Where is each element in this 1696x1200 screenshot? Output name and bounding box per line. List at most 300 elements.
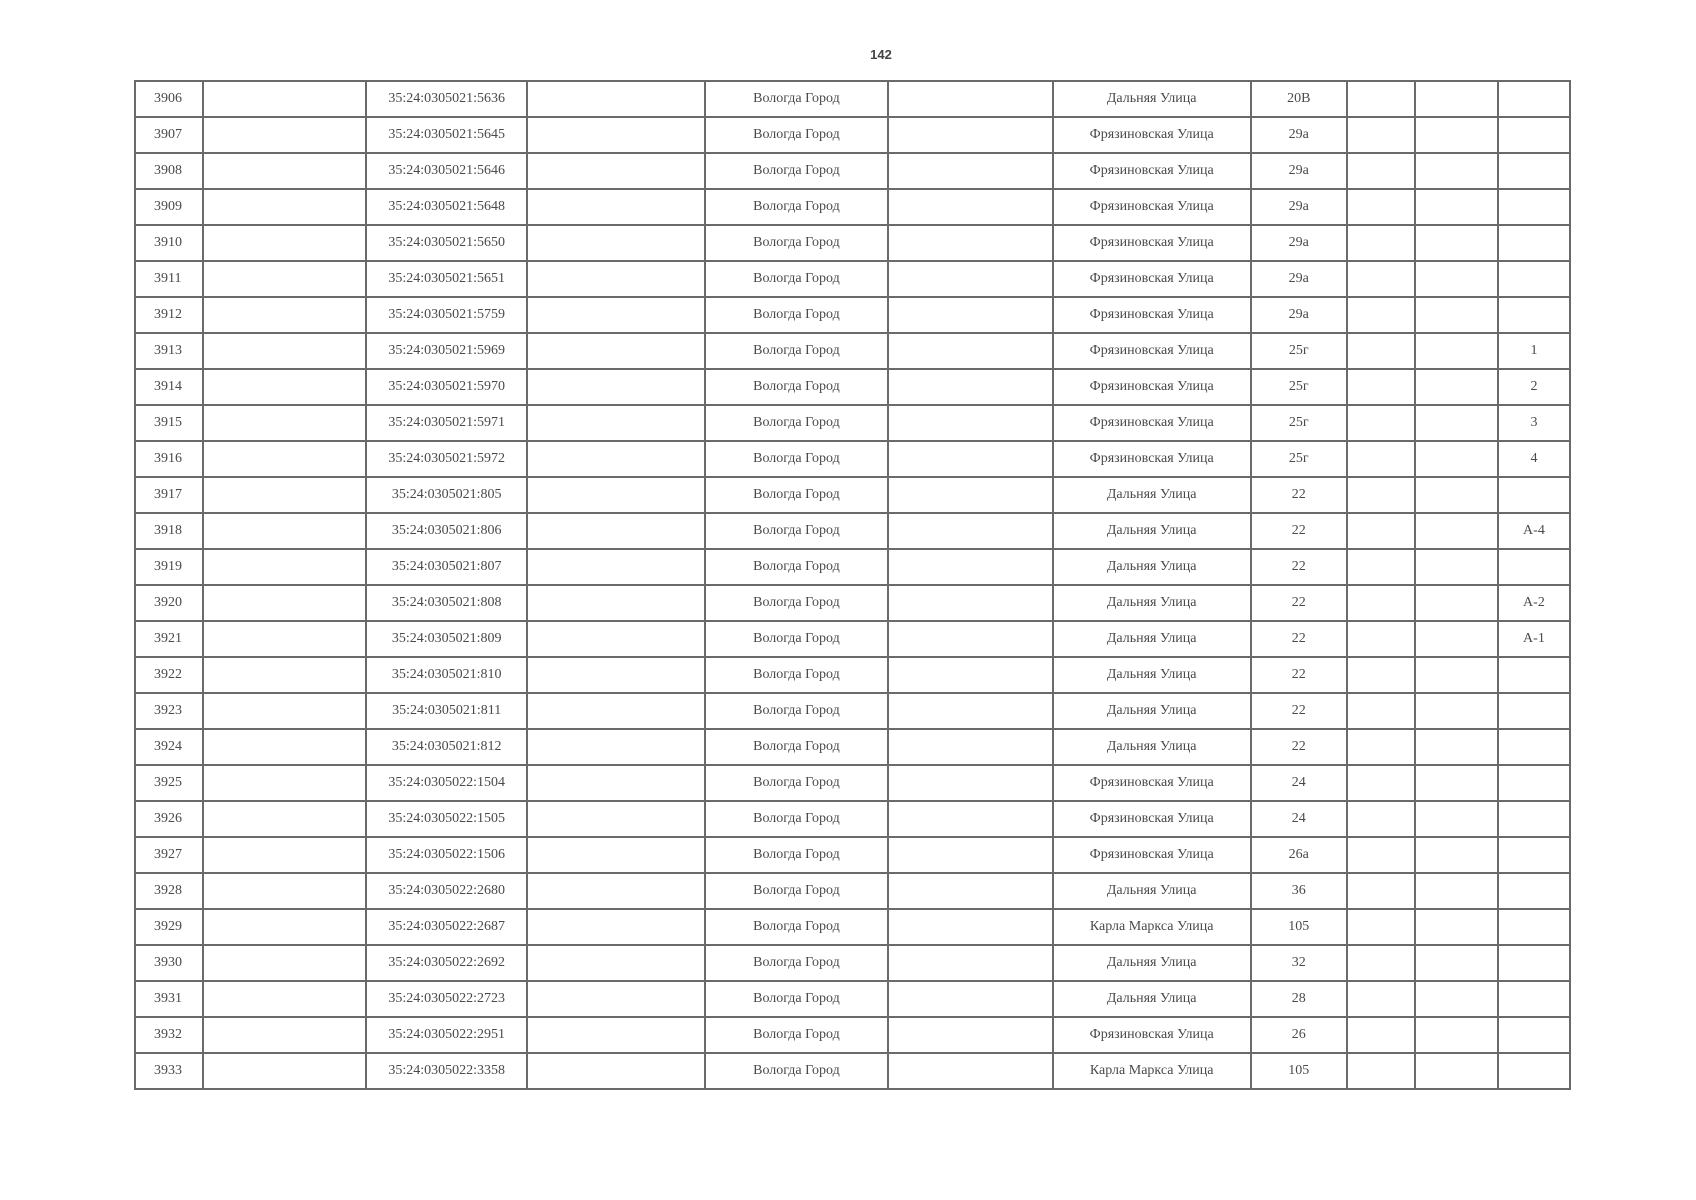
house-number-cell: 24 xyxy=(1251,801,1347,837)
apartment-cell: 4 xyxy=(1498,441,1570,477)
empty-cell-5 xyxy=(1415,261,1498,297)
city-cell: Вологда Город xyxy=(705,405,887,441)
empty-cell-3 xyxy=(888,621,1053,657)
house-number-cell: 25г xyxy=(1251,405,1347,441)
empty-cell-1 xyxy=(203,1017,366,1053)
empty-cell-3 xyxy=(888,369,1053,405)
city-cell: Вологда Город xyxy=(705,513,887,549)
cadastral-number-cell: 35:24:0305021:808 xyxy=(366,585,527,621)
empty-cell-4 xyxy=(1347,261,1415,297)
table-row xyxy=(135,657,1570,693)
empty-cell-3 xyxy=(888,405,1053,441)
empty-cell-3 xyxy=(888,297,1053,333)
empty-cell-4 xyxy=(1347,333,1415,369)
table-row xyxy=(135,117,1570,153)
empty-cell-2 xyxy=(527,405,705,441)
city-cell: Вологда Город xyxy=(705,117,887,153)
empty-cell-4 xyxy=(1347,441,1415,477)
apartment-cell xyxy=(1498,1053,1570,1089)
row-number-cell: 3930 xyxy=(135,945,203,981)
apartment-cell xyxy=(1498,189,1570,225)
empty-cell-1 xyxy=(203,909,366,945)
empty-cell-1 xyxy=(203,621,366,657)
empty-cell-5 xyxy=(1415,909,1498,945)
empty-cell-2 xyxy=(527,657,705,693)
table-row xyxy=(135,513,1570,549)
empty-cell-5 xyxy=(1415,801,1498,837)
cadastral-number-cell: 35:24:0305021:5971 xyxy=(366,405,527,441)
empty-cell-3 xyxy=(888,657,1053,693)
empty-cell-4 xyxy=(1347,981,1415,1017)
row-number-cell: 3932 xyxy=(135,1017,203,1053)
row-number-cell: 3931 xyxy=(135,981,203,1017)
house-number-cell: 29а xyxy=(1251,261,1347,297)
empty-cell-4 xyxy=(1347,693,1415,729)
row-number-cell: 3926 xyxy=(135,801,203,837)
cadastral-number-cell: 35:24:0305021:806 xyxy=(366,513,527,549)
street-cell: Фрязиновская Улица xyxy=(1053,225,1251,261)
street-cell: Дальняя Улица xyxy=(1053,549,1251,585)
street-cell: Дальняя Улица xyxy=(1053,981,1251,1017)
empty-cell-1 xyxy=(203,729,366,765)
table-row xyxy=(135,225,1570,261)
empty-cell-1 xyxy=(203,441,366,477)
apartment-cell xyxy=(1498,81,1570,117)
house-number-cell: 22 xyxy=(1251,621,1347,657)
city-cell: Вологда Город xyxy=(705,189,887,225)
city-cell: Вологда Город xyxy=(705,801,887,837)
table-row xyxy=(135,729,1570,765)
city-cell: Вологда Город xyxy=(705,549,887,585)
apartment-cell xyxy=(1498,729,1570,765)
street-cell: Дальняя Улица xyxy=(1053,477,1251,513)
cadastral-number-cell: 35:24:0305021:5972 xyxy=(366,441,527,477)
empty-cell-2 xyxy=(527,873,705,909)
empty-cell-5 xyxy=(1415,513,1498,549)
empty-cell-4 xyxy=(1347,369,1415,405)
empty-cell-3 xyxy=(888,261,1053,297)
cadastral-number-cell: 35:24:0305021:805 xyxy=(366,477,527,513)
city-cell: Вологда Город xyxy=(705,585,887,621)
empty-cell-5 xyxy=(1415,297,1498,333)
row-number-cell: 3908 xyxy=(135,153,203,189)
empty-cell-4 xyxy=(1347,189,1415,225)
table-row xyxy=(135,81,1570,117)
row-number-cell: 3922 xyxy=(135,657,203,693)
row-number-cell: 3910 xyxy=(135,225,203,261)
street-cell: Фрязиновская Улица xyxy=(1053,117,1251,153)
empty-cell-2 xyxy=(527,513,705,549)
empty-cell-4 xyxy=(1347,405,1415,441)
street-cell: Фрязиновская Улица xyxy=(1053,369,1251,405)
city-cell: Вологда Город xyxy=(705,261,887,297)
house-number-cell: 22 xyxy=(1251,693,1347,729)
street-cell: Дальняя Улица xyxy=(1053,657,1251,693)
table-row xyxy=(135,693,1570,729)
city-cell: Вологда Город xyxy=(705,333,887,369)
empty-cell-4 xyxy=(1347,657,1415,693)
street-cell: Дальняя Улица xyxy=(1053,729,1251,765)
empty-cell-1 xyxy=(203,585,366,621)
table-row xyxy=(135,261,1570,297)
house-number-cell: 25г xyxy=(1251,441,1347,477)
row-number-cell: 3907 xyxy=(135,117,203,153)
empty-cell-4 xyxy=(1347,225,1415,261)
apartment-cell xyxy=(1498,1017,1570,1053)
empty-cell-5 xyxy=(1415,585,1498,621)
empty-cell-5 xyxy=(1415,369,1498,405)
cadastral-number-cell: 35:24:0305021:5636 xyxy=(366,81,527,117)
empty-cell-4 xyxy=(1347,153,1415,189)
house-number-cell: 22 xyxy=(1251,549,1347,585)
empty-cell-5 xyxy=(1415,729,1498,765)
apartment-cell: 2 xyxy=(1498,369,1570,405)
street-cell: Дальняя Улица xyxy=(1053,945,1251,981)
cadastral-number-cell: 35:24:0305021:812 xyxy=(366,729,527,765)
empty-cell-1 xyxy=(203,549,366,585)
city-cell: Вологда Город xyxy=(705,1017,887,1053)
empty-cell-4 xyxy=(1347,765,1415,801)
city-cell: Вологда Город xyxy=(705,729,887,765)
row-number-cell: 3927 xyxy=(135,837,203,873)
street-cell: Фрязиновская Улица xyxy=(1053,333,1251,369)
empty-cell-1 xyxy=(203,657,366,693)
empty-cell-5 xyxy=(1415,981,1498,1017)
street-cell: Фрязиновская Улица xyxy=(1053,189,1251,225)
street-cell: Фрязиновская Улица xyxy=(1053,297,1251,333)
apartment-cell xyxy=(1498,873,1570,909)
cadastral-number-cell: 35:24:0305022:2692 xyxy=(366,945,527,981)
house-number-cell: 26 xyxy=(1251,1017,1347,1053)
cadastral-number-cell: 35:24:0305021:5646 xyxy=(366,153,527,189)
cadastral-number-cell: 35:24:0305021:5759 xyxy=(366,297,527,333)
empty-cell-3 xyxy=(888,585,1053,621)
cadastral-number-cell: 35:24:0305022:2680 xyxy=(366,873,527,909)
empty-cell-1 xyxy=(203,801,366,837)
empty-cell-5 xyxy=(1415,441,1498,477)
house-number-cell: 25г xyxy=(1251,369,1347,405)
city-cell: Вологда Город xyxy=(705,981,887,1017)
empty-cell-1 xyxy=(203,981,366,1017)
row-number-cell: 3914 xyxy=(135,369,203,405)
city-cell: Вологда Город xyxy=(705,765,887,801)
city-cell: Вологда Город xyxy=(705,909,887,945)
empty-cell-3 xyxy=(888,189,1053,225)
street-cell: Фрязиновская Улица xyxy=(1053,1017,1251,1053)
cadastral-number-cell: 35:24:0305021:809 xyxy=(366,621,527,657)
empty-cell-4 xyxy=(1347,801,1415,837)
empty-cell-1 xyxy=(203,261,366,297)
empty-cell-3 xyxy=(888,477,1053,513)
empty-cell-1 xyxy=(203,837,366,873)
city-cell: Вологда Город xyxy=(705,873,887,909)
table-row xyxy=(135,405,1570,441)
house-number-cell: 24 xyxy=(1251,765,1347,801)
empty-cell-1 xyxy=(203,297,366,333)
house-number-cell: 22 xyxy=(1251,513,1347,549)
apartment-cell xyxy=(1498,225,1570,261)
empty-cell-5 xyxy=(1415,1017,1498,1053)
street-cell: Карла Маркса Улица xyxy=(1053,909,1251,945)
apartment-cell xyxy=(1498,693,1570,729)
empty-cell-4 xyxy=(1347,297,1415,333)
house-number-cell: 25г xyxy=(1251,333,1347,369)
table-row xyxy=(135,909,1570,945)
row-number-cell: 3906 xyxy=(135,81,203,117)
empty-cell-2 xyxy=(527,261,705,297)
empty-cell-1 xyxy=(203,765,366,801)
cadastral-number-cell: 35:24:0305021:5645 xyxy=(366,117,527,153)
house-number-cell: 32 xyxy=(1251,945,1347,981)
empty-cell-3 xyxy=(888,1053,1053,1089)
table-row xyxy=(135,369,1570,405)
street-cell: Дальняя Улица xyxy=(1053,873,1251,909)
page-number: 142 xyxy=(870,47,892,62)
empty-cell-2 xyxy=(527,333,705,369)
house-number-cell: 22 xyxy=(1251,585,1347,621)
city-cell: Вологда Город xyxy=(705,225,887,261)
row-number-cell: 3917 xyxy=(135,477,203,513)
registry-table xyxy=(134,80,1571,1090)
empty-cell-2 xyxy=(527,981,705,1017)
city-cell: Вологда Город xyxy=(705,477,887,513)
row-number-cell: 3920 xyxy=(135,585,203,621)
row-number-cell: 3929 xyxy=(135,909,203,945)
empty-cell-5 xyxy=(1415,837,1498,873)
street-cell: Фрязиновская Улица xyxy=(1053,405,1251,441)
city-cell: Вологда Город xyxy=(705,945,887,981)
empty-cell-1 xyxy=(203,153,366,189)
empty-cell-1 xyxy=(203,1053,366,1089)
empty-cell-3 xyxy=(888,765,1053,801)
cadastral-number-cell: 35:24:0305021:5648 xyxy=(366,189,527,225)
empty-cell-3 xyxy=(888,693,1053,729)
empty-cell-1 xyxy=(203,405,366,441)
table-row xyxy=(135,153,1570,189)
empty-cell-4 xyxy=(1347,1017,1415,1053)
empty-cell-4 xyxy=(1347,585,1415,621)
city-cell: Вологда Город xyxy=(705,297,887,333)
empty-cell-3 xyxy=(888,981,1053,1017)
empty-cell-3 xyxy=(888,225,1053,261)
street-cell: Дальняя Улица xyxy=(1053,81,1251,117)
empty-cell-2 xyxy=(527,117,705,153)
empty-cell-4 xyxy=(1347,81,1415,117)
cadastral-number-cell: 35:24:0305021:807 xyxy=(366,549,527,585)
street-cell: Дальняя Улица xyxy=(1053,513,1251,549)
apartment-cell: А-2 xyxy=(1498,585,1570,621)
apartment-cell xyxy=(1498,657,1570,693)
row-number-cell: 3909 xyxy=(135,189,203,225)
apartment-cell: А-4 xyxy=(1498,513,1570,549)
cadastral-number-cell: 35:24:0305022:2687 xyxy=(366,909,527,945)
empty-cell-3 xyxy=(888,837,1053,873)
row-number-cell: 3915 xyxy=(135,405,203,441)
empty-cell-4 xyxy=(1347,873,1415,909)
apartment-cell: А-1 xyxy=(1498,621,1570,657)
table-row xyxy=(135,189,1570,225)
empty-cell-2 xyxy=(527,837,705,873)
empty-cell-2 xyxy=(527,153,705,189)
table-row xyxy=(135,585,1570,621)
street-cell: Фрязиновская Улица xyxy=(1053,801,1251,837)
empty-cell-4 xyxy=(1347,909,1415,945)
table-row xyxy=(135,441,1570,477)
empty-cell-2 xyxy=(527,369,705,405)
apartment-cell xyxy=(1498,477,1570,513)
apartment-cell xyxy=(1498,837,1570,873)
house-number-cell: 105 xyxy=(1251,909,1347,945)
table-row xyxy=(135,981,1570,1017)
empty-cell-5 xyxy=(1415,225,1498,261)
empty-cell-3 xyxy=(888,153,1053,189)
row-number-cell: 3921 xyxy=(135,621,203,657)
empty-cell-2 xyxy=(527,225,705,261)
row-number-cell: 3928 xyxy=(135,873,203,909)
empty-cell-5 xyxy=(1415,153,1498,189)
empty-cell-4 xyxy=(1347,621,1415,657)
house-number-cell: 29а xyxy=(1251,225,1347,261)
empty-cell-4 xyxy=(1347,729,1415,765)
empty-cell-1 xyxy=(203,945,366,981)
empty-cell-1 xyxy=(203,513,366,549)
house-number-cell: 29а xyxy=(1251,297,1347,333)
house-number-cell: 26а xyxy=(1251,837,1347,873)
cadastral-number-cell: 35:24:0305021:5650 xyxy=(366,225,527,261)
street-cell: Карла Маркса Улица xyxy=(1053,1053,1251,1089)
street-cell: Фрязиновская Улица xyxy=(1053,261,1251,297)
empty-cell-2 xyxy=(527,1017,705,1053)
empty-cell-5 xyxy=(1415,477,1498,513)
cadastral-number-cell: 35:24:0305022:1504 xyxy=(366,765,527,801)
empty-cell-5 xyxy=(1415,81,1498,117)
empty-cell-2 xyxy=(527,693,705,729)
empty-cell-3 xyxy=(888,549,1053,585)
empty-cell-5 xyxy=(1415,621,1498,657)
row-number-cell: 3912 xyxy=(135,297,203,333)
empty-cell-2 xyxy=(527,477,705,513)
empty-cell-4 xyxy=(1347,117,1415,153)
street-cell: Дальняя Улица xyxy=(1053,585,1251,621)
city-cell: Вологда Город xyxy=(705,1053,887,1089)
apartment-cell xyxy=(1498,549,1570,585)
empty-cell-3 xyxy=(888,117,1053,153)
registry-table-body xyxy=(135,81,1570,1089)
street-cell: Дальняя Улица xyxy=(1053,693,1251,729)
empty-cell-4 xyxy=(1347,477,1415,513)
house-number-cell: 28 xyxy=(1251,981,1347,1017)
cadastral-number-cell: 35:24:0305022:2723 xyxy=(366,981,527,1017)
empty-cell-2 xyxy=(527,765,705,801)
empty-cell-5 xyxy=(1415,549,1498,585)
cadastral-number-cell: 35:24:0305022:2951 xyxy=(366,1017,527,1053)
row-number-cell: 3933 xyxy=(135,1053,203,1089)
empty-cell-5 xyxy=(1415,657,1498,693)
empty-cell-3 xyxy=(888,333,1053,369)
house-number-cell: 105 xyxy=(1251,1053,1347,1089)
empty-cell-1 xyxy=(203,189,366,225)
table-row xyxy=(135,945,1570,981)
street-cell: Фрязиновская Улица xyxy=(1053,765,1251,801)
empty-cell-2 xyxy=(527,729,705,765)
row-number-cell: 3918 xyxy=(135,513,203,549)
apartment-cell xyxy=(1498,801,1570,837)
cadastral-number-cell: 35:24:0305021:5651 xyxy=(366,261,527,297)
row-number-cell: 3925 xyxy=(135,765,203,801)
empty-cell-1 xyxy=(203,873,366,909)
apartment-cell xyxy=(1498,981,1570,1017)
empty-cell-3 xyxy=(888,873,1053,909)
empty-cell-2 xyxy=(527,909,705,945)
empty-cell-5 xyxy=(1415,1053,1498,1089)
row-number-cell: 3919 xyxy=(135,549,203,585)
cadastral-number-cell: 35:24:0305022:1506 xyxy=(366,837,527,873)
table-row xyxy=(135,1017,1570,1053)
apartment-cell xyxy=(1498,297,1570,333)
empty-cell-2 xyxy=(527,297,705,333)
table-row xyxy=(135,297,1570,333)
empty-cell-3 xyxy=(888,81,1053,117)
table-row xyxy=(135,333,1570,369)
cadastral-number-cell: 35:24:0305021:811 xyxy=(366,693,527,729)
cadastral-number-cell: 35:24:0305022:3358 xyxy=(366,1053,527,1089)
house-number-cell: 36 xyxy=(1251,873,1347,909)
street-cell: Фрязиновская Улица xyxy=(1053,837,1251,873)
city-cell: Вологда Город xyxy=(705,81,887,117)
table-row xyxy=(135,1053,1570,1089)
empty-cell-1 xyxy=(203,225,366,261)
table-row xyxy=(135,837,1570,873)
table-row xyxy=(135,801,1570,837)
empty-cell-2 xyxy=(527,81,705,117)
house-number-cell: 29а xyxy=(1251,117,1347,153)
city-cell: Вологда Город xyxy=(705,657,887,693)
empty-cell-4 xyxy=(1347,549,1415,585)
city-cell: Вологда Город xyxy=(705,693,887,729)
apartment-cell xyxy=(1498,765,1570,801)
house-number-cell: 22 xyxy=(1251,729,1347,765)
empty-cell-1 xyxy=(203,81,366,117)
empty-cell-2 xyxy=(527,801,705,837)
street-cell: Фрязиновская Улица xyxy=(1053,441,1251,477)
cadastral-number-cell: 35:24:0305022:1505 xyxy=(366,801,527,837)
city-cell: Вологда Город xyxy=(705,621,887,657)
empty-cell-1 xyxy=(203,693,366,729)
empty-cell-2 xyxy=(527,441,705,477)
house-number-cell: 20В xyxy=(1251,81,1347,117)
empty-cell-2 xyxy=(527,585,705,621)
empty-cell-3 xyxy=(888,513,1053,549)
house-number-cell: 22 xyxy=(1251,477,1347,513)
empty-cell-2 xyxy=(527,621,705,657)
row-number-cell: 3913 xyxy=(135,333,203,369)
house-number-cell: 29а xyxy=(1251,153,1347,189)
empty-cell-5 xyxy=(1415,693,1498,729)
empty-cell-5 xyxy=(1415,405,1498,441)
table-row xyxy=(135,765,1570,801)
empty-cell-1 xyxy=(203,369,366,405)
apartment-cell xyxy=(1498,945,1570,981)
cadastral-number-cell: 35:24:0305021:5970 xyxy=(366,369,527,405)
row-number-cell: 3911 xyxy=(135,261,203,297)
empty-cell-5 xyxy=(1415,945,1498,981)
empty-cell-3 xyxy=(888,729,1053,765)
empty-cell-5 xyxy=(1415,765,1498,801)
row-number-cell: 3923 xyxy=(135,693,203,729)
row-number-cell: 3924 xyxy=(135,729,203,765)
table-row xyxy=(135,621,1570,657)
empty-cell-3 xyxy=(888,909,1053,945)
